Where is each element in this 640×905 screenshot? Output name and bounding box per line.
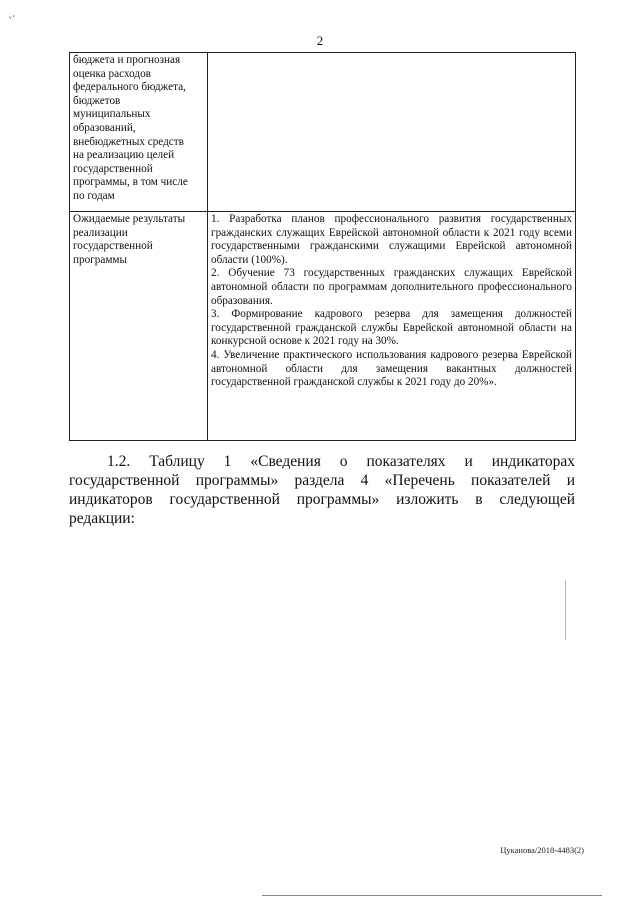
scan-corner-mark: ᵥ⸳	[9, 10, 17, 20]
result-item-1: 1. Разработка планов профессионального развития государственных гражданских служащих Еврейской автономной области к 2021 году всеми государственными гражданскими служащими Еврейской автономной области (100%).	[211, 213, 572, 266]
program-passport-table	[69, 52, 576, 441]
scan-artifact-line	[565, 580, 566, 640]
table-row-funding	[70, 53, 576, 212]
result-item-2: 2. Обучение 73 государственных гражданских служащих Еврейской автономной области по программам дополнительного профессионального образования.	[211, 267, 572, 307]
result-item-3: 3. Формирование кадрового резерва для замещения должностей государственной гражданской службы Еврейской автономной области на конкурсной основе к 2021 году на 30%.	[211, 308, 572, 348]
amendment-paragraph: 1.2. Таблицу 1 «Сведения о показателях и индикаторах государственной программы» раздела 4 «Перечень показателей и индикаторов государственной программы» изложить в следующей редакции:	[69, 453, 575, 527]
result-item-4: 4. Увеличение практического использования кадрового резерва Еврейской автономной области для замещения вакантных должностей государственной гражданской службы к 2021 году до 20%».	[211, 348, 572, 389]
table-row-expected-results	[70, 212, 576, 441]
table-cell-results	[208, 212, 576, 441]
scan-edge-line	[262, 895, 602, 896]
table-cell-label	[70, 53, 208, 212]
page-number: 2	[316, 33, 324, 48]
funding-label: бюджета и прогнозная оценка расходов федерального бюджета, бюджетов муниципальных образований, внебюджетных средств на реализацию целей государственной программы, в том числе по годам	[73, 54, 188, 202]
table-cell-value-empty	[208, 53, 576, 212]
document-code: Цуканова/2018-4483(2)	[500, 845, 584, 855]
table-cell-label: Ожидаемые результаты реализации государственной программы	[70, 212, 208, 441]
